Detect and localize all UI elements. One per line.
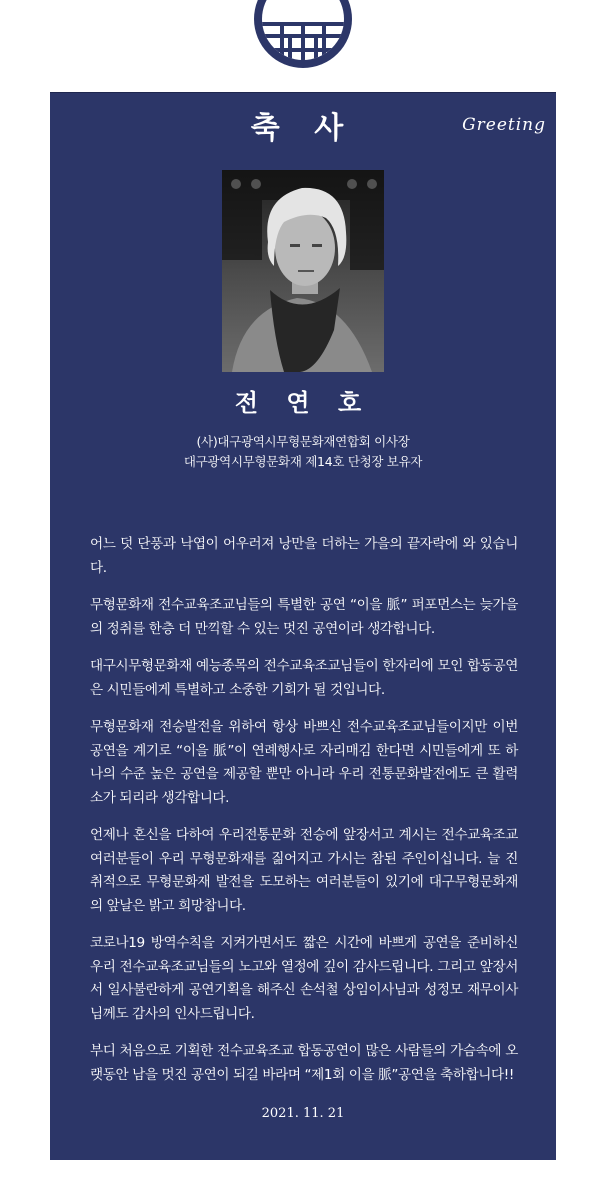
window-lattice-emblem-icon — [252, 0, 354, 70]
paragraph: 언제나 혼신을 다하여 우리전통문화 전승에 앞장서고 계시는 전수교육조교 여러분들이 우리 무형문화재를 짊어지고 가시는 참된 주인이십니다. 늘 진취적으로 무형문화재 발전을 도모하는 여러분들이 있기에 대구무형문화재의 앞날은 밝고 희망찹니다. — [90, 827, 518, 914]
page-title: 축 사 — [250, 111, 356, 146]
affiliation-line-1: (사)대구광역시무형문화재연합회 이사장 — [196, 434, 410, 449]
greeting-body — [90, 533, 518, 1101]
paragraph: 무형문화재 전수교육조교님들의 특별한 공연 “이을 脈” 퍼포먼스는 늦가을의 정취를 한층 더 만끽할 수 있는 멋진 공연이라 생각합니다. — [90, 597, 518, 637]
affiliation-line-2: 대구광역시무형문화재 제14호 단청장 보유자 — [183, 454, 423, 469]
paragraph: 부디 처음으로 기획한 전수교육조교 합동공연이 많은 사람들의 가슴속에 오랫동안 남을 멋진 공연이 되길 바라며 “제1회 이을 脈”공연을 축하합니다!! — [90, 1043, 518, 1083]
greeting-card — [50, 92, 556, 1160]
portrait-photo — [222, 170, 384, 372]
date-text: 2021. 11. 21 — [261, 1106, 345, 1121]
paragraph: 무형문화재 전승발전을 위하여 항상 바쁘신 전수교육조교님들이지만 이번 공연을 계기로 “이을 脈”이 연례행사로 자리매김 한다면 시민들에게 또 하나의 수준 높은 공연을 제공할 뿐만 아니라 우리 전통문화발전에도 큰 활력소가 되리라 생각합니다. — [90, 719, 518, 806]
paragraph: 대구시무형문화재 예능종목의 전수교육조교님들이 한자리에 모인 합동공연은 시민들에게 특별하고 소중한 기회가 될 것입니다. — [90, 658, 518, 698]
paragraph: 코로나19 방역수칙을 지켜가면서도 짧은 시간에 바쁘게 공연을 준비하신 우리 전수교육조교님들의 노고와 열정에 깊이 감사드립니다. 그리고 앞장서서 일사불란하게 공연기획을 해주신 손석철 상임이사님과 성정모 재무이사님께도 감사의 인사드립니다. — [90, 935, 518, 1022]
paragraph: 어느 덧 단풍과 낙엽이 어우러져 낭만을 더하는 가을의 끝자락에 와 있습니다. — [90, 536, 518, 576]
greeting-label: Greeting — [462, 115, 546, 135]
person-name: 전 연 호 — [234, 388, 372, 417]
